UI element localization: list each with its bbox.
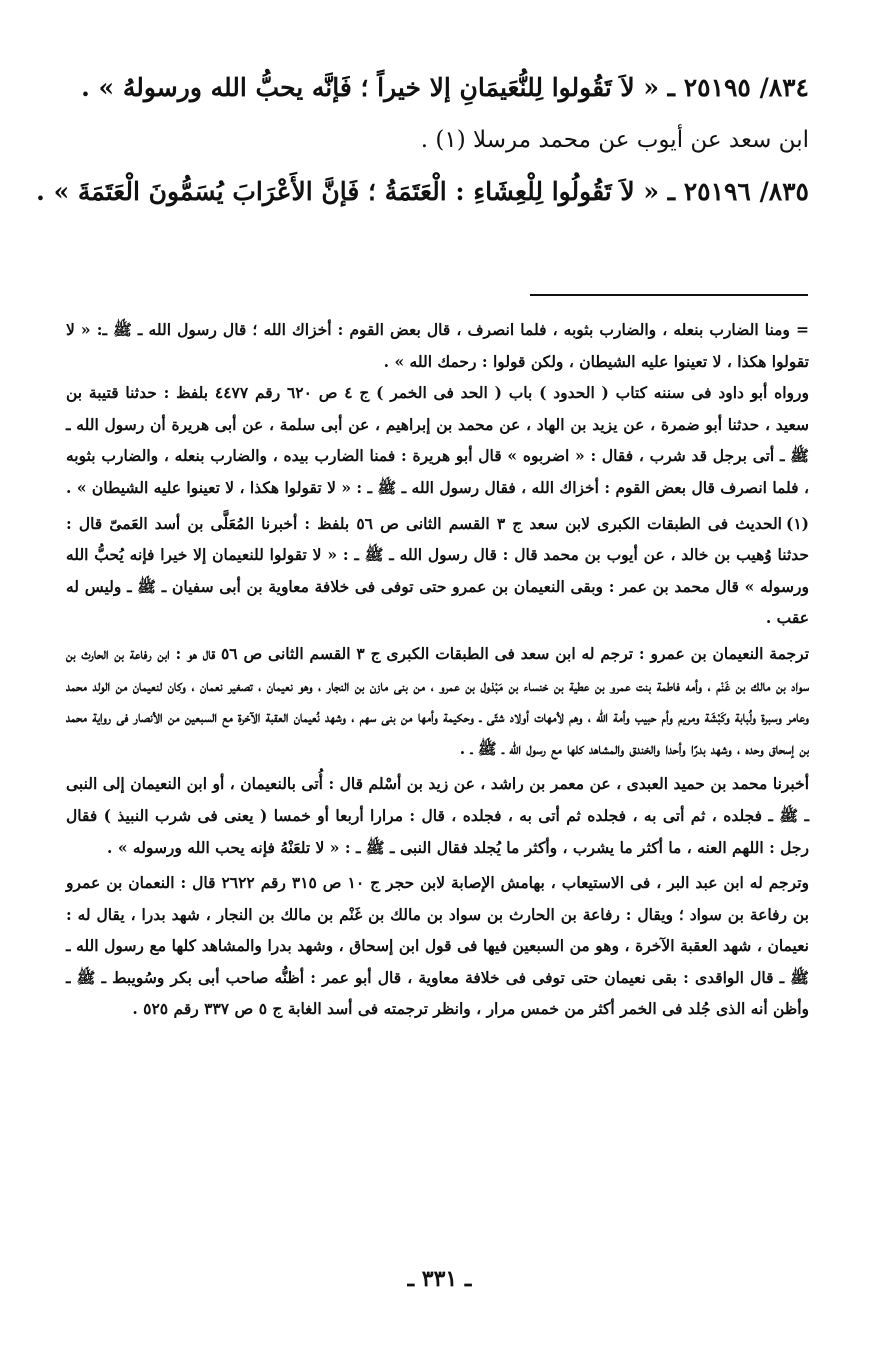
footnote-abu-dawud: ورواه أبو داود فى سننه كتاب ( الحدود ) باب ( الحد فى الخمر ) ج ٤ ص ٦٢٠ رقم ٤٤٧٧ بلفظ : حدثنا قتيبة بن سعيد ، حدثنا أبو ضمرة ، عن يزيد بن الهاد ، عن محمد بن إبراهيم ، عن أبى سلمة ، عن أبى هريرة أن رسول الله ـ ﷺ ـ أتى برجل قد شرب ، فقال : « اضربوه » قال أبو هريرة : فمنا الضارب بيده ، والضارب بنعله ، والضارب بثوبه ، فلما انصرف قال بعض القوم : أخزاك الله ، فقال رسول الله ـ ﷺ ـ : « لا تقولوا هكذا ، لا تعينوا عليه الشيطان » . xyxy=(66,383,809,497)
footnote-1-text: الحديث فى الطبقات الكبرى لابن سعد ج ٣ القسم الثانى ص ٥٦ بلفظ : أخبرنا المُعَلَّى بن أسد العَمىّ قال : حدثنا وُهيب بن خالد ، عن أيوب بن محمد قال : قال رسول الله ـ ﷺ ـ : « لا تقولوا للنعيمان إلا خيرا فإنه يُحبُّ الله ورسوله » قال محمد بن عمر : وبقى النعيمان بن عمرو حتى توفى فى خلافة معاوية بن أبى سفيان ـ ﷺ ـ وليس له عقب . xyxy=(66,513,809,628)
footnote-biography: ترجمة النعيمان بن عمرو : ترجم له ابن سعد فى الطبقات الكبرى ج ٣ القسم الثانى ص ٥٦ قال هو : ابن رفاعة بن الحارث بن سواد بن مالك بن غَنْم ، وأمه فاطمة بنت عمرو بن عطية بن خنساء بن مَبْذول بن عمرو ، من بنى مازن بن النجار ، وهو نعيمان ، تصغير نعمان ، وكان لنعيمان من الولد محمد وعامر وسبرة ولُبابة وكَبْشَة ومريم وأم حبيب وأمة الله ، وهم لأمهات أولاد شتّى ـ وحكيمة وأمها من بنى سهم ، وشهد نُعيمان العقبة الآخرة مع السبعين من الأنصار فى رواية محمد بن إسحاق وحده ، وشهد بدرًا وأحدا والخندق والمشاهد كلها مع رسول الله ـ ﷺ ـ . xyxy=(66,643,810,758)
hadith-source: ابن سعد عن أيوب عن محمد مرسلا (١) . xyxy=(420,127,809,153)
hadith-835: ٨٣٥/ ٢٥١٩٦ ـ « لاَ تَقُولُوا لِلْعِشَاءِ : الْعَتَمَةُ ؛ فَإنَّ الأَعْرَابَ يُسَمُّونَ الْعَتَمَةَ » . xyxy=(36,177,809,206)
footnote-1 xyxy=(66,508,809,634)
footnote-istiab: وترجم له ابن عبد البر ، فى الاستيعاب ، بهامش الإصابة لابن حجر ج ١٠ ص ٣١٥ رقم ٢٦٢٢ قال : النعمان بن عمرو بن رفاعة بن سواد ؛ ويقال : رفاعة بن الحارث بن سواد بن مالك بن غَنْم بن مالك بن النجار ، شهد بدرا ، يقال له : نعيمان ، شهد العقبة الآخرة ، وهو من السبعين فيها فى قول ابن إسحاق ، وشهد بدرا والمشاهد كلها مع رسول الله ـ ﷺ ـ قال الواقدى : بقى نعيمان حتى توفى فى خلافة معاوية ، قال أبو عمر : أظنُّه صاحب أبى بكر وسُويبط ـ ﷺ ـ وأظن أنه الذى جُلد فى الخمر أكثر من خمس مرار ، وانظر ترجمته فى أسد الغابة ج ٥ ص ٣٣٧ رقم ٥٢٥ . xyxy=(66,873,809,1019)
page-number: ـ ٣٣١ ـ xyxy=(407,1266,472,1292)
hadith-834: ٨٣٤/ ٢٥١٩٥ ـ « لاَ تَقُولوا لِلنُّعَيمَانِ إلا خيراً ؛ فَإنَّه يحبُّ الله ورسولهُ » . xyxy=(81,73,809,102)
footnotes-section xyxy=(66,314,809,1025)
footnote-continuation: = ومنا الضارب بنعله ، والضارب بثوبه ، فلما انصرف ، قال بعض القوم : أخزاك الله ؛ قال رسول الله ـ ﷺ ـ: « لا تقولوا هكذا ، لا تعينوا عليه الشيطان ، ولكن قولوا : رحمك الله » . xyxy=(66,320,809,371)
hadith-section xyxy=(36,62,809,218)
footnote-narration: أخبرنا محمد بن حميد العبدى ، عن معمر بن راشد ، عن زيد بن أسْلم قال : أُتى بالنعيمان ، أو ابن النعيمان إلى النبى ـ ﷺ ـ فجلده ، ثم أتى به ، فجلده ثم أتى به ، فجلده ، قال : مرارا أربعا أو خمسا ( يعنى فى شرب النبيذ ) فقال رجل : اللهم العنه ، ما أكثر ما يشرب ، وأكثر ما يُجلد فقال النبى ـ ﷺ ـ : « لا تلعَنْهُ فإنه يحب الله ورسوله » . xyxy=(66,774,809,857)
footnote-marker: (١) xyxy=(785,513,809,533)
footnote-divider xyxy=(530,294,808,296)
